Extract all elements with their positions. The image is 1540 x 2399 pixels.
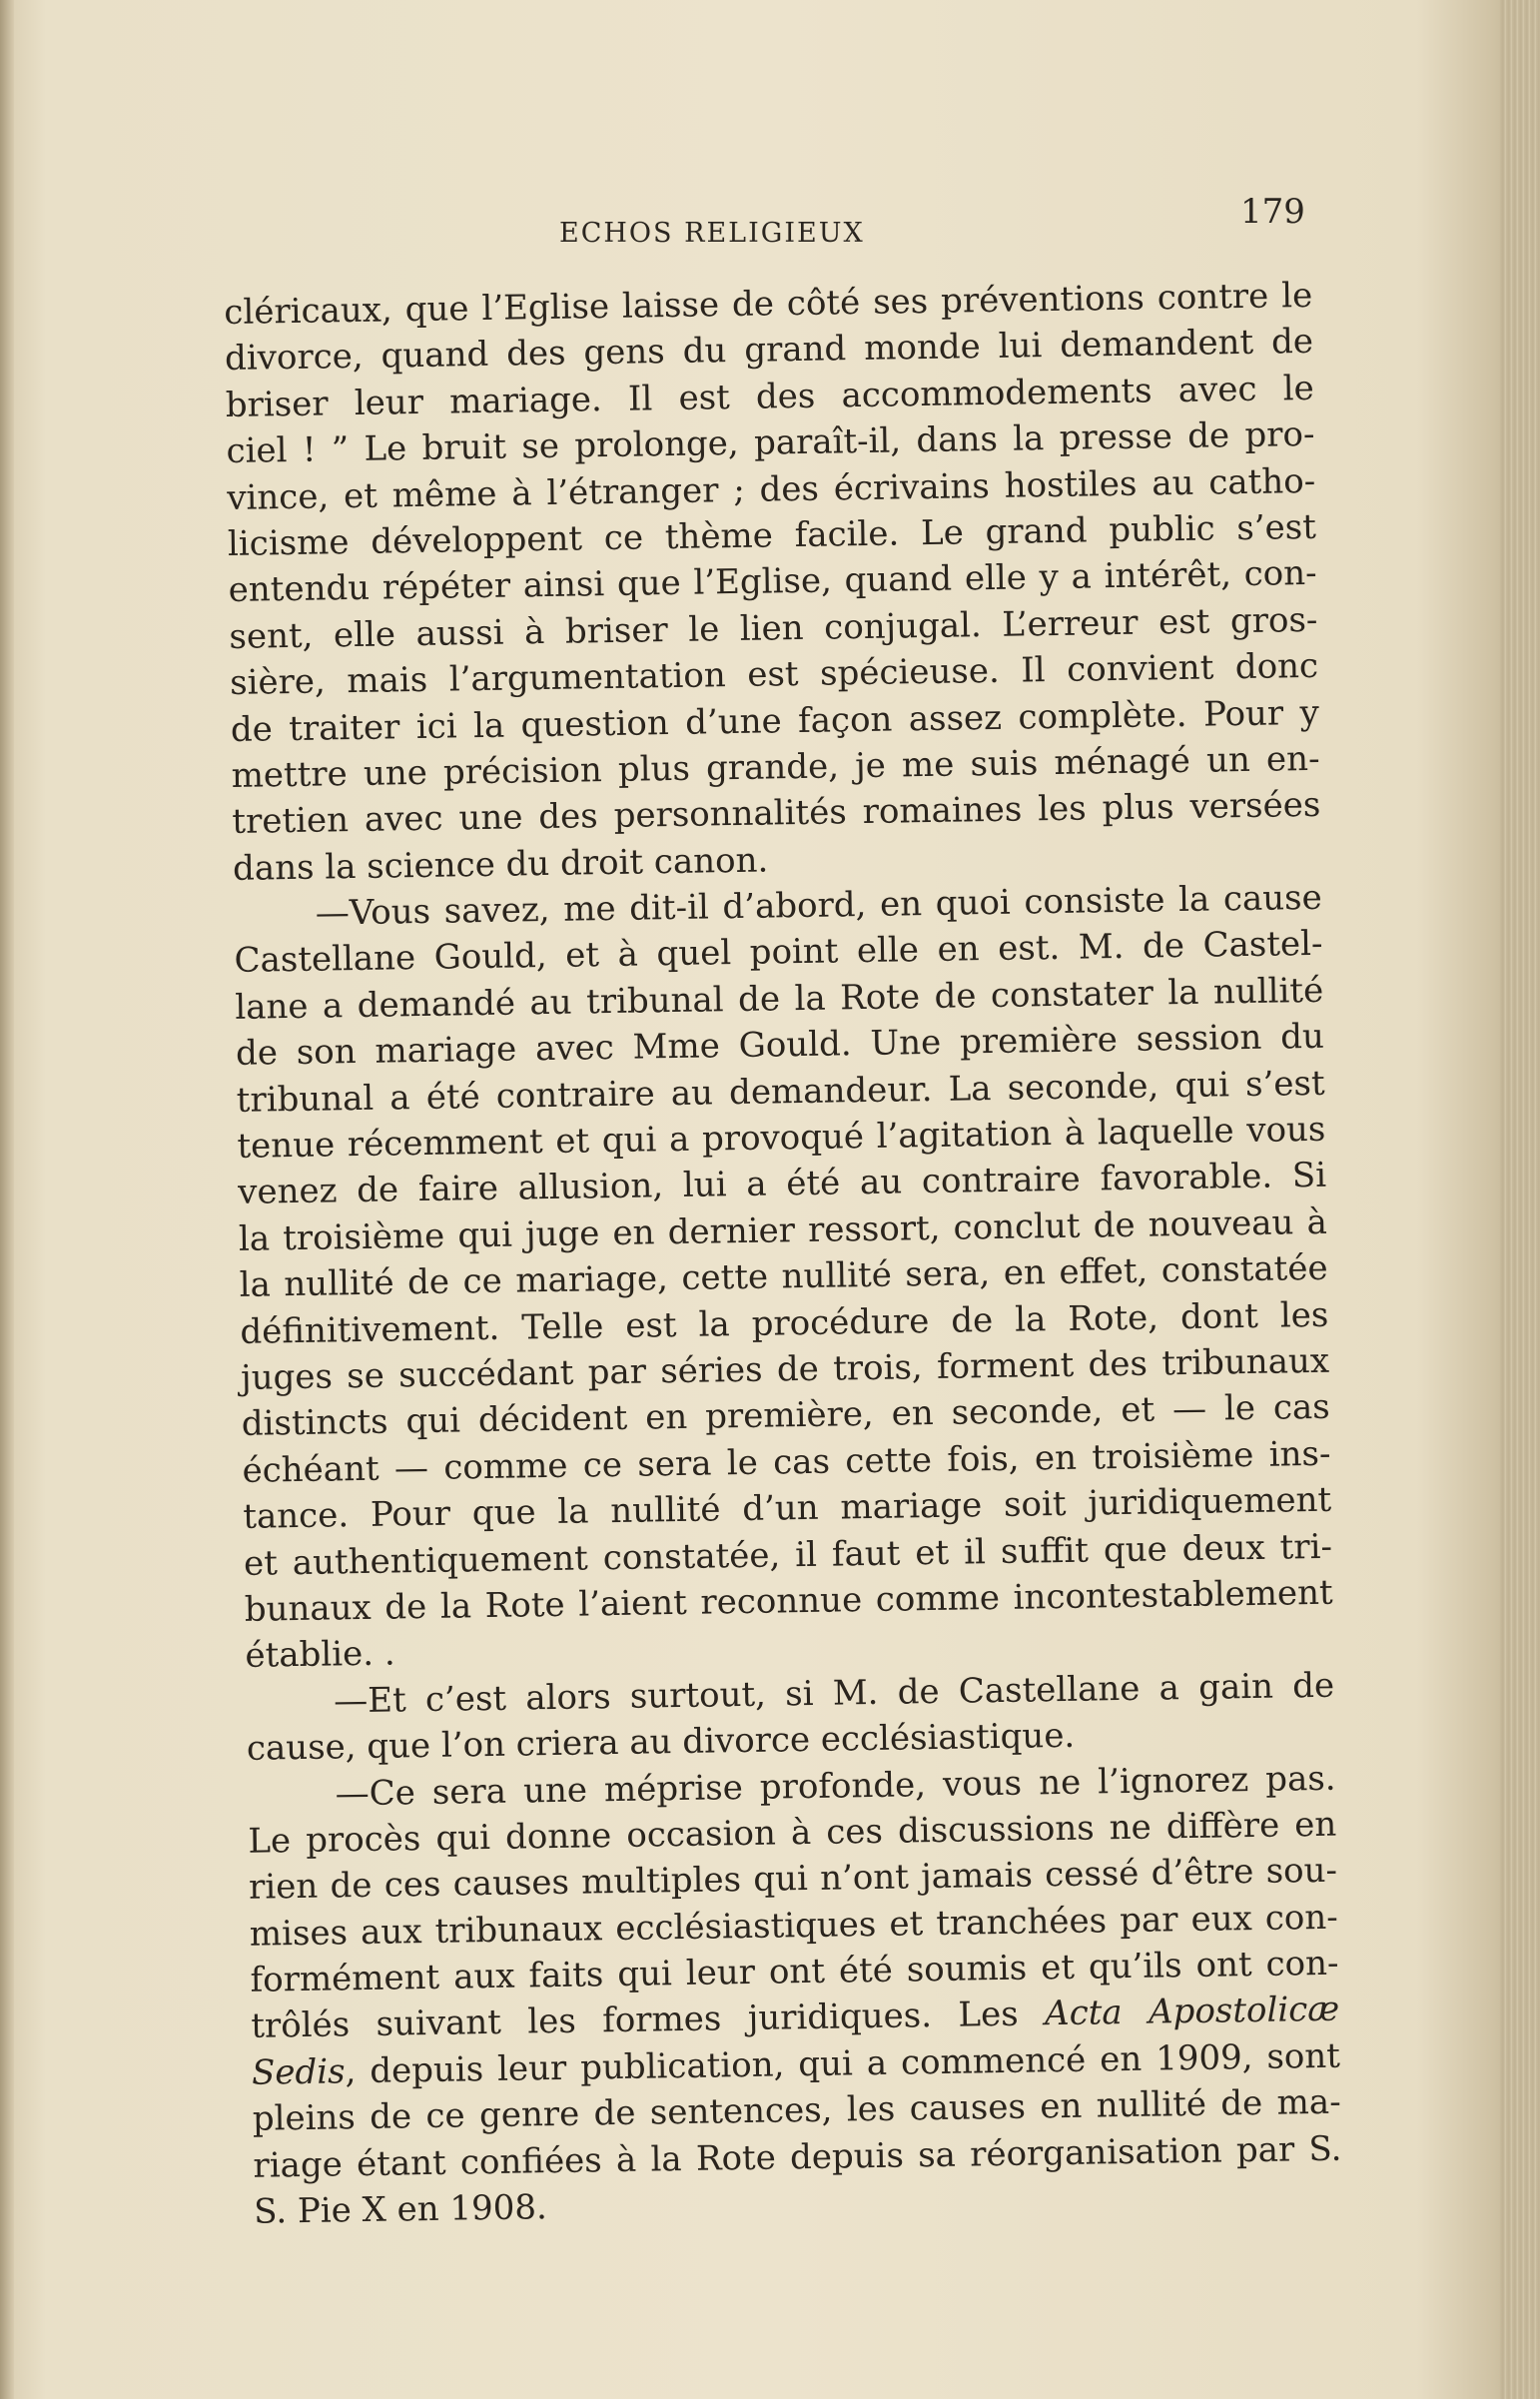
running-head: ECHOS RELIGIEUX <box>559 218 865 249</box>
text-line: —Et c’est alors surtout, si M. de Castellane a gain de <box>333 1665 1335 1722</box>
text-line: briser leur mariage. Il est des accommodements avec le <box>225 368 1314 425</box>
text-line: établie. . <box>245 1633 395 1677</box>
text-line: tribunal a été contraire au demandeur. La seconde, qui s’est <box>236 1063 1325 1121</box>
text-line: juges se succédant par séries de trois, forment des tribunaux <box>240 1340 1330 1398</box>
text-line: divorce, quand des gens du grand monde lui demandent de <box>224 322 1314 380</box>
text-line: sière, mais l’argumentation est spécieuse. Il convient donc <box>229 645 1319 704</box>
text-line: Le procès qui donne occasion à ces discussions ne diffère en <box>248 1804 1337 1862</box>
text-run: , depuis leur publication, qui a commencé en 1909, sont <box>345 2035 1341 2092</box>
text-line: licisme développent ce thème facile. Le grand public s’est <box>227 506 1317 564</box>
text-line: lane a demandé au tribunal de la Rote de constater la nullité <box>234 970 1324 1028</box>
text-line: formément aux faits qui leur ont été soumis et qu’ils ont con- <box>250 1943 1339 2000</box>
page-number: 179 <box>1240 192 1305 232</box>
text-line: —Ce sera une méprise profonde, vous ne l’ignorez pas. <box>335 1758 1336 1814</box>
text-line: venez de faire allusion, lui a été au contraire favorable. Si <box>237 1156 1327 1213</box>
text-line: bunaux de la Rote l’aient reconnue comme incontestablement <box>244 1572 1333 1630</box>
text-line: tance. Pour que la nullité d’un mariage soit juridiquement <box>242 1479 1332 1538</box>
text-line: ciel ! ” Le bruit se prolonge, paraît-il, dans la presse de pro- <box>226 414 1315 472</box>
page-left-edge <box>0 0 14 2399</box>
text-line: —Vous savez, me dit-il d’abord, en quoi consiste la cause <box>315 877 1323 934</box>
body-text <box>224 273 1342 2235</box>
text-line: entendu répéter ainsi que l’Eglise, quand elle y a intérêt, con- <box>228 553 1317 611</box>
text-line: sent, elle aussi à briser le lien conjugal. L’erreur est gros- <box>229 599 1318 657</box>
italic-title: Sedis <box>251 2051 346 2093</box>
text-line: de son mariage avec Mme Gould. Une première session du <box>235 1017 1325 1075</box>
page-fore-edge <box>1500 0 1540 2399</box>
text-line: tenue récemment et qui a provoqué l’agitation à laquelle vous <box>237 1109 1326 1167</box>
text-line: mises aux tribunaux ecclésiastiques et tranchées par eux con- <box>249 1897 1339 1955</box>
text-line: riage étant confiées à la Rote depuis sa réorganisation par S. <box>253 2128 1342 2186</box>
text-line: cléricaux, que l’Eglise laisse de côté ses préventions contre le <box>224 275 1313 333</box>
text-line: rien de ces causes multiples qui n’ont jamais cessé d’être sou- <box>248 1850 1338 1909</box>
text-line: mettre une précision plus grande, je me suis ménagé un en- <box>231 738 1320 796</box>
text-line: distincts qui décident en première, en seconde, et — le cas <box>241 1387 1331 1445</box>
text-line: pleins de ce genre de sentences, les causes en nullité de ma- <box>252 2081 1341 2140</box>
text-line: de traiter ici la question d’une façon assez complète. Pour y <box>230 692 1320 750</box>
text-line: S. Pie X en 1908. <box>253 2187 548 2232</box>
text-line: vince, et même à l’étranger ; des écrivains hostiles au catho- <box>226 460 1316 518</box>
text-line: tretien avec une des personnalités romaines les plus versées <box>232 785 1321 843</box>
text-line: la troisième qui juge en dernier ressort, conclut de nouveau à <box>238 1201 1328 1259</box>
text-run: trôlés suivant les formes juridiques. Les <box>251 1994 1046 2047</box>
text-line: et authentiquement constatée, il faut et il suffit que deux tri- <box>243 1526 1333 1584</box>
text-line: définitivement. Telle est la procédure de la Rote, dont les <box>240 1294 1329 1352</box>
text-line: Castellane Gould, et à quel point elle en est. M. de Castel- <box>234 924 1323 982</box>
text-line: la nullité de ce mariage, cette nullité sera, en effet, constatée <box>239 1247 1328 1306</box>
text-line: échéant — comme ce sera le cas cette fois, en troisième ins- <box>242 1433 1331 1491</box>
italic-title: Acta Apostolicæ <box>1044 1990 1340 2034</box>
text-line: dans la science du droit canon. <box>232 840 769 889</box>
text-line: cause, que l’on criera au divorce ecclésiastique. <box>246 1715 1076 1769</box>
